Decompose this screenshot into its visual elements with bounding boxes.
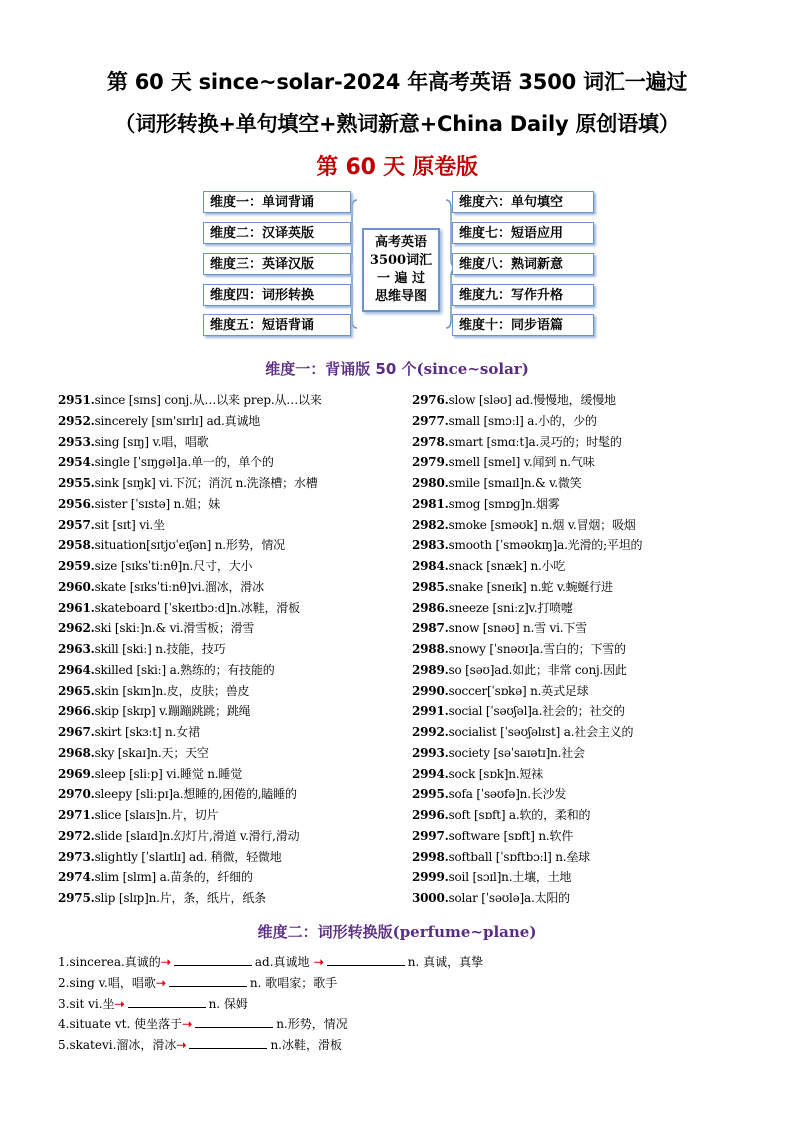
mindmap-center-line: 高考英语 xyxy=(374,235,427,250)
vocab-number: 2959. xyxy=(58,559,95,573)
arrow-icon: ➝ xyxy=(155,975,166,990)
vocab-definition: sky [skaɪ]n.天；天空 xyxy=(94,745,209,760)
vocab-definition: size [sɪksˈtiːnθ]n.尺寸，大小 xyxy=(94,559,253,573)
vocab-entry xyxy=(412,743,752,764)
vocab-definition: soft [sɒft] a.软的，柔和的 xyxy=(448,808,591,822)
vocab-definition: society [səˈsaɪətɪ]n.社会 xyxy=(448,745,585,760)
vocab-entry xyxy=(412,805,752,826)
vocab-definition: sister [ˈsɪstə] n.姐；妹 xyxy=(94,496,221,511)
vocab-definition: smart [smɑːt]a.灵巧的；时髦的 xyxy=(448,434,622,449)
vocab-definition: skateboard [ˈskeɪtbɔːd]n.冰鞋，滑板 xyxy=(94,600,300,615)
vocab-definition: soil [sɔɪl]n.土壤，土地 xyxy=(448,870,572,885)
vocab-definition: skin [skɪn]n.皮，皮肤；兽皮 xyxy=(94,683,250,698)
vocab-entry xyxy=(58,805,408,826)
mindmap-dimension-8: 维度八：熟词新意 xyxy=(452,253,594,275)
vocab-entry xyxy=(412,390,752,411)
mindmap-dimension-4: 维度四：词形转换 xyxy=(203,284,351,306)
answer-blank[interactable] xyxy=(195,1015,273,1028)
section-heading-1-range: (since~solar) xyxy=(416,360,529,378)
vocab-entry xyxy=(58,556,408,577)
vocab-entry xyxy=(412,618,752,639)
word-form-exercises xyxy=(58,952,758,1056)
vocab-entry xyxy=(58,681,408,702)
vocab-entry xyxy=(412,826,752,847)
vocab-entry xyxy=(412,452,752,473)
vocab-definition: softball [ˈsɒftbɔːl] n.垒球 xyxy=(448,849,590,864)
vocab-number: 2981. xyxy=(412,496,449,511)
exercise-prompt: 4.situate vt. 使坐落于 xyxy=(58,1017,183,1032)
vocab-definition: sneeze [sniːz]v.打喷嚏 xyxy=(448,600,573,615)
word-list-left xyxy=(58,390,408,909)
document-title: 第 60 天 since~solar-2024 年高考英语 3500 词汇一遍过 xyxy=(106,70,688,94)
vocab-definition: smog [smɒɡ]n.烟雾 xyxy=(448,496,560,511)
answer-blank[interactable] xyxy=(128,995,206,1008)
vocab-definition: skilled [skiː] a.熟练的；有技能的 xyxy=(94,662,275,677)
vocab-entry xyxy=(58,888,408,909)
vocab-definition: so [səʊ]ad.如此；非常 conj.因此 xyxy=(448,662,627,677)
vocab-number: 2999. xyxy=(412,870,449,885)
vocab-number: 2967. xyxy=(58,725,95,739)
vocab-number: 2952. xyxy=(58,413,95,428)
exercise-prompt: 2.sing v.唱，唱歌 xyxy=(58,975,156,990)
vocab-number: 2963. xyxy=(58,642,95,656)
section-heading-1 xyxy=(0,358,794,379)
exercise-prompt: 3.sit vi.坐 xyxy=(58,996,115,1011)
vocab-definition: situation[sɪtjʊˈeɪʃən] n.形势，情况 xyxy=(94,538,285,553)
vocab-definition: sit [sɪt] vi.坐 xyxy=(94,517,165,532)
answer-blank[interactable] xyxy=(174,953,252,966)
mindmap-dimension-6: 维度六：单句填空 xyxy=(452,191,594,213)
vocab-number: 2953. xyxy=(58,434,95,449)
vocab-entry xyxy=(58,535,408,556)
mindmap-dimension-10: 维度十：同步语篇 xyxy=(452,314,594,336)
vocab-number: 2970. xyxy=(58,787,95,802)
vocab-number: 2956. xyxy=(58,496,95,511)
vocab-definition: sink [sɪŋk] vi.下沉；消沉 n.洗涤槽；水槽 xyxy=(94,476,318,490)
section-heading-2-range: (perfume~plane) xyxy=(392,923,537,941)
vocab-definition: sleep [sliːp] vi.睡觉 n.睡觉 xyxy=(94,766,242,781)
vocab-number: 2993. xyxy=(412,745,449,760)
mindmap-dimension-1: 维度一：单词背诵 xyxy=(203,191,351,213)
vocab-entry xyxy=(412,639,752,660)
exercise-prompt: 1.sincerea.真诚的 xyxy=(58,955,161,969)
vocab-number: 2982. xyxy=(412,517,449,532)
vocab-number: 2998. xyxy=(412,849,449,864)
vocab-number: 2973. xyxy=(58,849,95,864)
vocab-definition: sock [sɒk]n.短袜 xyxy=(448,766,543,781)
mindmap-dimension-7: 维度七：短语应用 xyxy=(452,222,594,244)
mindmap-dimension-9: 维度九：写作升格 xyxy=(452,284,594,306)
vocab-entry xyxy=(58,701,408,722)
vocab-entry xyxy=(412,888,752,909)
exercise-target: n. 真诚，真挚 xyxy=(407,955,484,969)
vocab-number: 2997. xyxy=(412,828,449,843)
vocab-entry xyxy=(412,556,752,577)
version-heading: 第 60 天 原卷版 xyxy=(316,155,478,180)
vocab-number: 2960. xyxy=(58,579,95,594)
vocab-definition: sleepy [sliːpɪ]a.想睡的,困倦的,瞌睡的 xyxy=(94,787,297,802)
mindmap-dimension-3: 维度三：英译汉版 xyxy=(203,253,351,275)
vocab-entry xyxy=(58,660,408,681)
vocab-number: 2976. xyxy=(412,393,449,407)
vocab-entry xyxy=(58,867,408,888)
vocab-entry xyxy=(412,701,752,722)
vocab-definition: single [ˈsɪŋgəl]a.单一的，单个的 xyxy=(94,455,274,470)
vocab-entry xyxy=(58,390,408,411)
exercise-hint: ad.真诚地 xyxy=(254,955,310,969)
vocab-entry xyxy=(412,411,752,432)
vocab-definition: soccer[ˈsɒkə] n.英式足球 xyxy=(448,683,589,698)
vocab-entry xyxy=(412,577,752,598)
vocab-definition: snake [sneɪk] n.蛇 v.蜿蜒行进 xyxy=(448,579,613,594)
vocab-definition: slice [slaɪs]n.片，切片 xyxy=(94,808,219,822)
vocab-entry xyxy=(58,473,408,494)
vocab-definition: slightly [ˈslaɪtlɪ] ad. 稍微，轻微地 xyxy=(94,849,282,864)
vocab-entry xyxy=(58,847,408,868)
vocab-number: 2951. xyxy=(58,393,95,407)
arrow-icon: ➝ xyxy=(309,955,324,969)
vocab-entry xyxy=(58,743,408,764)
answer-blank[interactable] xyxy=(169,974,247,987)
vocab-definition: slip [slɪp]n.片，条，纸片，纸条 xyxy=(94,891,266,905)
vocab-definition: sing [sɪŋ] v.唱，唱歌 xyxy=(94,434,209,449)
vocab-entry xyxy=(58,577,408,598)
vocab-entry xyxy=(58,784,408,805)
vocab-number: 2995. xyxy=(412,787,449,802)
vocab-number: 2979. xyxy=(412,455,449,470)
vocab-entry xyxy=(412,494,752,515)
vocab-number: 2971. xyxy=(58,808,95,822)
vocab-entry xyxy=(58,639,408,660)
section-heading-1-text: 维度一：背诵版 50 个 xyxy=(265,360,417,378)
vocab-number: 2962. xyxy=(58,621,95,636)
vocab-number: 2988. xyxy=(412,642,449,656)
vocab-definition: slim [slɪm] a.苗条的，纤细的 xyxy=(94,870,253,885)
vocab-definition: sincerely [sɪn'sɪrlɪ] ad.真诚地 xyxy=(94,413,261,428)
vocab-entry xyxy=(412,598,752,619)
exercise-item xyxy=(58,952,758,973)
vocab-entry xyxy=(58,618,408,639)
vocab-number: 2980. xyxy=(412,476,449,490)
vocab-number: 2972. xyxy=(58,828,95,843)
vocab-number: 2957. xyxy=(58,517,95,532)
word-list-right xyxy=(412,390,752,909)
vocab-entry xyxy=(412,432,752,453)
vocab-number: 2996. xyxy=(412,808,449,822)
vocab-number: 2964. xyxy=(58,662,95,677)
vocab-number: 2994. xyxy=(412,766,449,781)
vocab-entry xyxy=(412,681,752,702)
vocab-number: 2966. xyxy=(58,704,95,719)
vocab-entry xyxy=(412,784,752,805)
vocab-entry xyxy=(58,494,408,515)
vocab-definition: smile [smaɪl]n.& v.微笑 xyxy=(448,476,582,490)
vocab-definition: small [smɔːl] a.小的，少的 xyxy=(448,413,597,428)
vocab-entry xyxy=(412,660,752,681)
mindmap-center-line: 3500词汇 xyxy=(369,253,433,268)
arrow-icon: ➝ xyxy=(160,955,171,969)
vocab-number: 2984. xyxy=(412,559,449,573)
vocab-definition: smooth [ˈsməʊkɪŋ]a.光滑的;平坦的 xyxy=(448,538,643,553)
vocab-entry xyxy=(412,847,752,868)
vocab-number: 2975. xyxy=(58,891,95,905)
vocab-entry xyxy=(58,411,408,432)
vocab-entry xyxy=(58,826,408,847)
vocab-number: 2955. xyxy=(58,476,95,490)
vocab-entry xyxy=(412,473,752,494)
vocab-entry xyxy=(412,722,752,743)
vocab-definition: ski [skiː]n.& vi.滑雪板；滑雪 xyxy=(94,621,255,636)
mindmap-dimension-2: 维度二：汉译英版 xyxy=(203,222,351,244)
vocab-entry xyxy=(58,722,408,743)
vocab-number: 2969. xyxy=(58,766,95,781)
vocab-number: 2983. xyxy=(412,538,449,553)
arrow-icon: ➝ xyxy=(182,1017,193,1032)
vocab-definition: slow [sləʊ] ad.慢慢地，缓慢地 xyxy=(448,393,616,407)
vocab-definition: social [ˈsəʊʃəl]a.社会的；社交的 xyxy=(448,704,625,719)
vocab-definition: solar [ˈsəʊlə]a.太阳的 xyxy=(448,891,570,905)
arrow-icon: ➝ xyxy=(114,996,125,1011)
document-subtitle: （词形转换+单句填空+熟词新意+China Daily 原创语填） xyxy=(114,112,680,136)
vocab-definition: snow [snəʊ] n.雪 vi.下雪 xyxy=(448,621,587,636)
mindmap-dimension-5: 维度五：短语背诵 xyxy=(203,314,351,336)
vocab-definition: skirt [skɜːt] n.女裙 xyxy=(94,725,200,739)
vocab-entry xyxy=(412,535,752,556)
vocab-number: 2977. xyxy=(412,413,449,428)
vocab-number: 2978. xyxy=(412,434,449,449)
vocab-number: 3000. xyxy=(412,891,449,905)
vocab-entry xyxy=(412,515,752,536)
vocab-definition: smoke [sməʊk] n.烟 v.冒烟；吸烟 xyxy=(448,517,636,532)
vocab-definition: skate [sɪksˈtiːnθ]vi.溜冰，滑冰 xyxy=(94,579,264,594)
mindmap-center-line: 思维导图 xyxy=(374,289,427,304)
vocab-number: 2954. xyxy=(58,455,95,470)
answer-blank[interactable] xyxy=(327,953,405,966)
section-heading-2-text: 维度二：词形转换版 xyxy=(257,923,393,941)
vocab-entry xyxy=(58,598,408,619)
vocab-entry xyxy=(58,515,408,536)
section-heading-2 xyxy=(0,921,794,942)
vocab-entry xyxy=(58,452,408,473)
vocab-number: 2965. xyxy=(58,683,95,698)
vocab-number: 2968. xyxy=(58,745,95,760)
exercise-target: n. 保姆 xyxy=(208,996,248,1011)
vocab-entry xyxy=(412,867,752,888)
mindmap-center-line: 一 遍 过 xyxy=(376,271,426,286)
vocab-number: 2958. xyxy=(58,538,95,553)
exercise-item xyxy=(58,994,758,1015)
exercise-target: n.冰鞋，滑板 xyxy=(270,1038,342,1053)
vocab-definition: socialist [ˈsəʊʃəlɪst] a.社会主义的 xyxy=(448,725,634,739)
vocab-number: 2987. xyxy=(412,621,449,636)
vocab-definition: smell [smel] v.闻到 n.气味 xyxy=(448,455,595,470)
vocab-number: 2992. xyxy=(412,725,449,739)
vocab-definition: since [sɪns] conj.从…以来 prep.从…以来 xyxy=(94,393,322,407)
vocab-number: 2989. xyxy=(412,662,449,677)
vocab-entry xyxy=(58,764,408,785)
mindmap-center xyxy=(362,228,440,312)
vocab-definition: skill [skiː] n.技能，技巧 xyxy=(94,642,226,656)
exercise-item xyxy=(58,1035,758,1056)
vocab-definition: snack [snæk] n.小吃 xyxy=(448,559,566,573)
exercise-item xyxy=(58,973,758,994)
answer-blank[interactable] xyxy=(189,1036,267,1049)
vocab-number: 2991. xyxy=(412,704,449,719)
vocab-number: 2974. xyxy=(58,870,95,885)
vocab-definition: software [sɒft] n.软件 xyxy=(448,828,574,843)
vocab-entry xyxy=(58,432,408,453)
vocab-entry xyxy=(412,764,752,785)
vocab-definition: slide [slaɪd]n.幻灯片,滑道 v.滑行,滑动 xyxy=(94,828,300,843)
exercise-prompt: 5.skatevi.溜冰，滑冰 xyxy=(58,1038,177,1053)
vocab-number: 2990. xyxy=(412,683,449,698)
vocab-definition: sofa [ˈsəʊfə]n.长沙发 xyxy=(448,787,567,802)
vocab-number: 2961. xyxy=(58,600,95,615)
vocab-number: 2985. xyxy=(412,579,449,594)
mind-map xyxy=(0,188,794,340)
exercise-target: n.形势，情况 xyxy=(276,1017,348,1032)
arrow-icon: ➝ xyxy=(176,1038,187,1053)
vocab-number: 2986. xyxy=(412,600,449,615)
exercise-target: n. 歌唱家；歌手 xyxy=(249,975,338,990)
vocab-definition: snowy [ˈsnəʊɪ]a.雪白的；下雪的 xyxy=(448,642,626,656)
exercise-item xyxy=(58,1014,758,1035)
vocab-definition: skip [skɪp] v.蹦蹦跳跳；跳绳 xyxy=(94,704,251,719)
